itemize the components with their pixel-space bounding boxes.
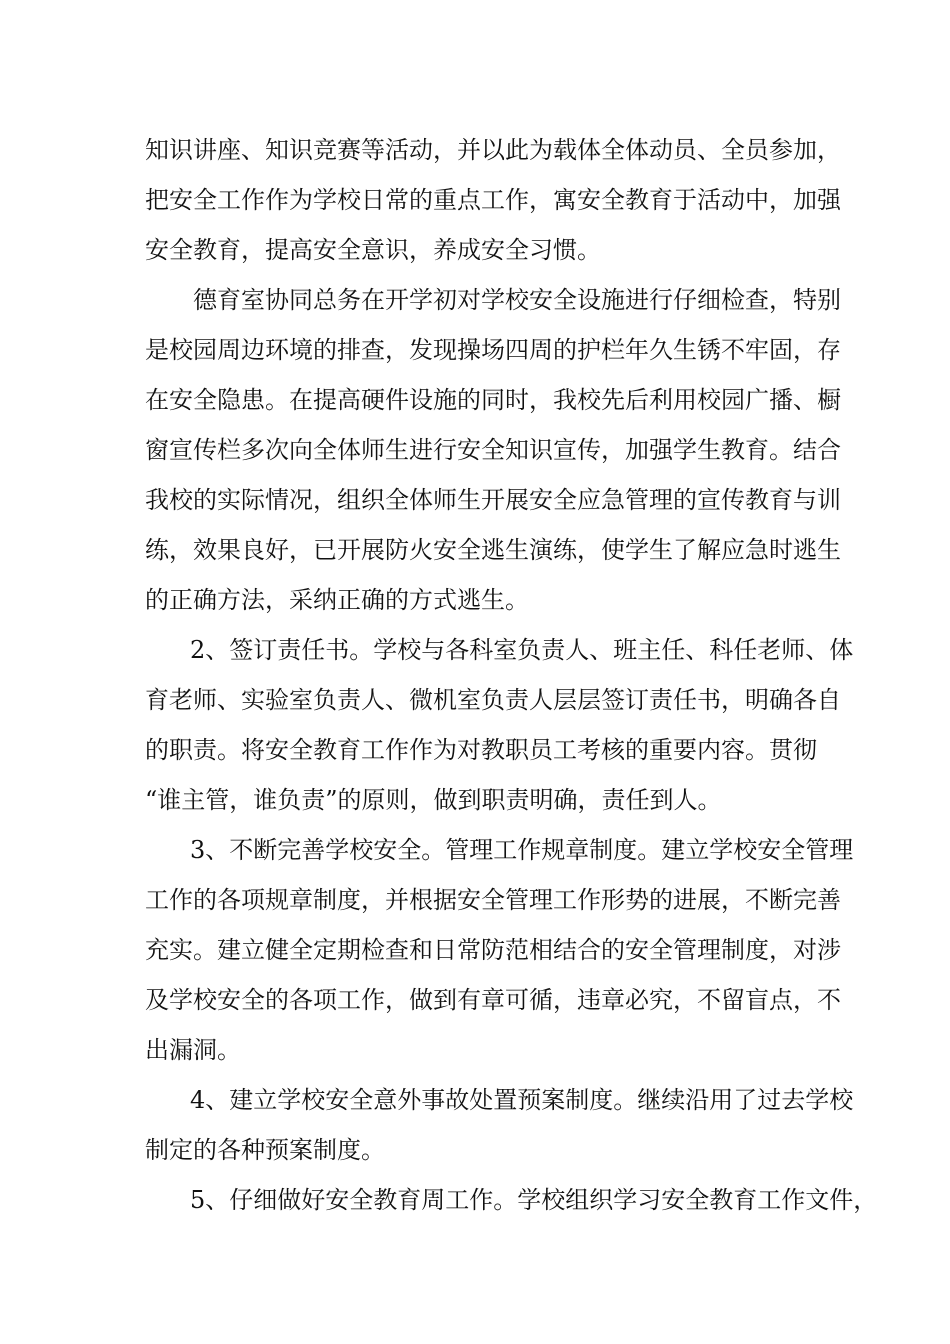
- text-line: 充实。建立健全定期检查和日常防范相结合的安全管理制度，对涉: [145, 936, 841, 964]
- text-line: 我校的实际情况，组织全体师生开展安全应急管理的宣传教育与训: [145, 486, 841, 514]
- text-line: 在安全隐患。在提高硬件设施的同时，我校先后利用校园广播、橱: [145, 386, 841, 414]
- paragraph-start-line: 2、签订责任书。学校与各科室负责人、班主任、科任老师、体: [190, 636, 854, 664]
- text-line: “谁主管，谁负责”的原则，做到职责明确，责任到人。: [145, 786, 722, 814]
- text-line: 出漏洞。: [145, 1036, 241, 1064]
- text-line: 是校园周边环境的排查，发现操场四周的护栏年久生锈不牢固，存: [145, 336, 841, 364]
- paragraph-start-line: 德育室协同总务在开学初对学校安全设施进行仔细检查，特别: [193, 286, 841, 314]
- text-line: 的正确方法，采纳正确的方式逃生。: [145, 586, 529, 614]
- text-line: 制定的各种预案制度。: [145, 1136, 385, 1164]
- text-line: 及学校安全的各项工作，做到有章可循，违章必究，不留盲点，不: [145, 986, 841, 1014]
- text-line: 育老师、实验室负责人、微机室负责人层层签订责任书，明确各自: [145, 686, 841, 714]
- text-line: 练，效果良好，已开展防火安全逃生演练，使学生了解应急时逃生: [145, 536, 841, 564]
- paragraph-start-line: 3、不断完善学校安全。管理工作规章制度。建立学校安全管理: [190, 836, 854, 864]
- paragraph-start-line: 5、仔细做好安全教育周工作。学校组织学习安全教育工作文件，: [190, 1186, 878, 1214]
- paragraph-start-line: 4、建立学校安全意外事故处置预案制度。继续沿用了过去学校: [190, 1086, 854, 1114]
- text-line: 安全教育，提高安全意识，养成安全习惯。: [145, 236, 601, 264]
- text-line: 知识讲座、知识竞赛等活动，并以此为载体全体动员、全员参加，: [145, 136, 841, 164]
- text-line: 窗宣传栏多次向全体师生进行安全知识宣传，加强学生教育。结合: [145, 436, 841, 464]
- text-line: 把安全工作作为学校日常的重点工作，寓安全教育于活动中，加强: [145, 186, 841, 214]
- text-line: 的职责。将安全教育工作作为对教职员工考核的重要内容。贯彻: [145, 736, 817, 764]
- text-line: 工作的各项规章制度，并根据安全管理工作形势的进展，不断完善: [145, 886, 841, 914]
